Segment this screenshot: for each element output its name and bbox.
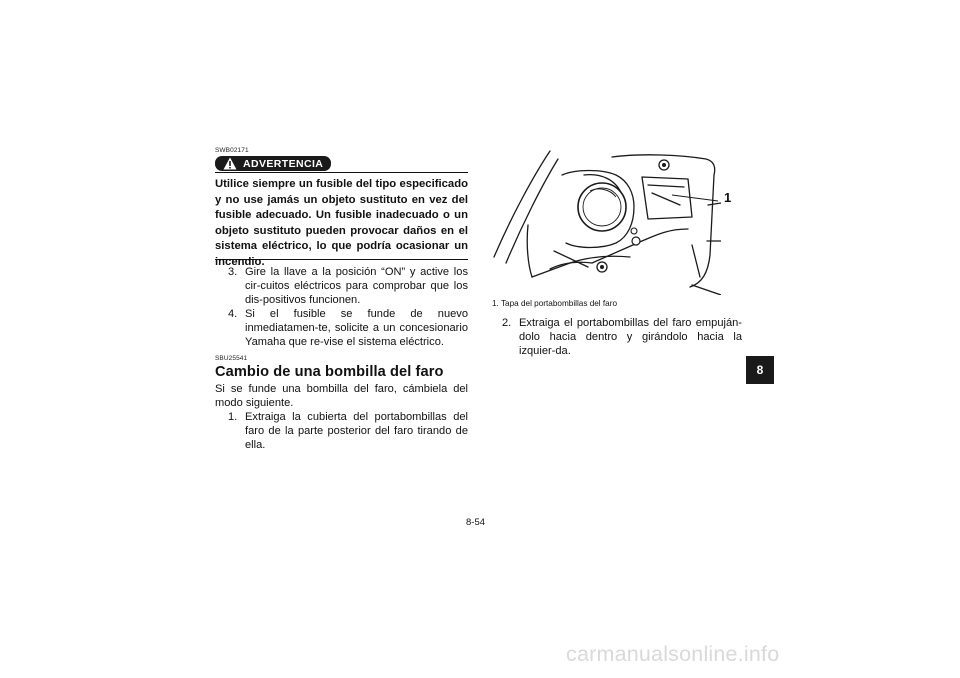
watermark: carmanualsonline.info	[566, 642, 780, 666]
figure-callout-number: 1	[724, 190, 732, 205]
section-code: SBU25541	[215, 355, 248, 362]
step-text: Si el fusible se funde de nuevo inmediatamen-te, solicite a un concesionario Yamaha que re-vise el sistema eléctrico.	[245, 308, 468, 349]
callout-leader-line	[672, 195, 718, 201]
page-number: 8-54	[466, 517, 486, 528]
warning-top-rule	[215, 172, 468, 173]
step-text: Extraiga el portabombillas del faro empuján-dolo hacia dentro y girándolo hacia la izquier-da.	[519, 317, 742, 358]
warning-label: ADVERTENCIA	[243, 157, 324, 170]
warning-code: SWB02171	[215, 147, 249, 154]
step-number: 2.	[502, 317, 512, 329]
figure-caption: 1. Tapa del portabombillas del faro	[492, 299, 618, 308]
step-number: 1.	[228, 411, 238, 423]
step-1	[228, 410, 468, 453]
step-text: Gire la llave a la posición “ON” y active los cir-cuitos eléctricos para comprobar que los dis-positivos funcionen.	[245, 266, 468, 307]
chapter-tab: 8	[746, 356, 774, 384]
step-number: 3.	[228, 266, 238, 278]
section-intro: Si se funde una bombilla del faro, cámbiela del modo siguiente.	[215, 383, 468, 410]
step-2	[502, 316, 742, 359]
step-4	[228, 307, 468, 350]
section-heading: Cambio de una bombilla del faro	[215, 364, 444, 380]
warning-bottom-rule	[215, 259, 468, 260]
warning-text: Utilice siempre un fusible del tipo especificado y no use jamás un objeto sustituto en vez del fusible adecuado. Un fusible inadecuado o un objeto sustituto pueden provocar daños en el sistema eléctrico, lo que podría ocasionar un incendio.	[215, 178, 468, 268]
step-text: Extraiga la cubierta del portabombillas del faro de la parte posterior del faro tirando de ella.	[245, 411, 468, 452]
warning-badge	[215, 156, 331, 171]
step-3	[228, 265, 468, 308]
step-number: 4.	[228, 308, 238, 320]
warning-triangle-icon	[223, 157, 237, 170]
headlight-bulb-holder-illustration	[492, 145, 721, 295]
